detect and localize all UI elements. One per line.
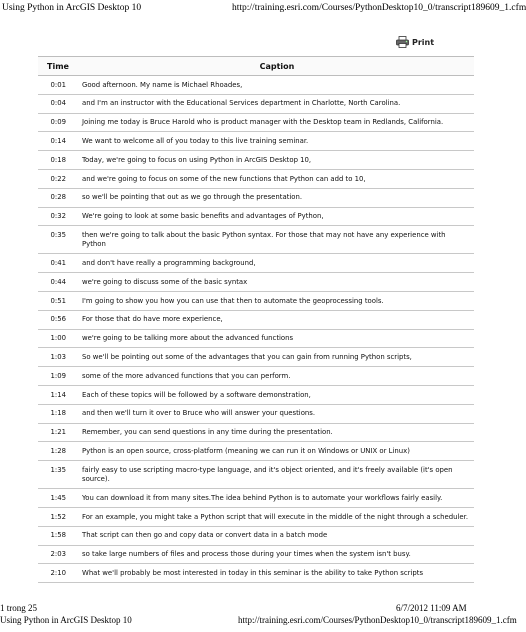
table-body bbox=[38, 76, 474, 583]
row-time: 0:35 bbox=[50, 230, 66, 239]
row-time: 0:56 bbox=[50, 315, 66, 324]
table-row bbox=[38, 367, 474, 386]
row-time: 1:21 bbox=[50, 428, 66, 437]
row-caption: we're going to discuss some of the basic syntax bbox=[82, 277, 248, 286]
row-caption: we're going to be talking more about the advanced functions bbox=[82, 334, 294, 343]
table-row bbox=[38, 348, 474, 367]
row-caption: What we'll probably be most interested in today in this seminar is the ability to take Python scripts bbox=[82, 569, 424, 578]
row-time: 0:04 bbox=[50, 99, 66, 108]
row-caption: You can download it from many sites.The idea behind Python is to automate your workflows fairly easily. bbox=[82, 493, 443, 502]
row-time: 1:14 bbox=[50, 390, 66, 399]
header-url: http://training.esri.com/Courses/PythonDesktop10_0/transcript189609_1.cfm bbox=[232, 3, 526, 13]
table-row bbox=[38, 330, 474, 349]
row-caption: and we're going to focus on some of the new functions that Python can add to 10, bbox=[82, 174, 366, 183]
table-row bbox=[38, 226, 474, 254]
row-time: 1:52 bbox=[50, 512, 66, 521]
table-row bbox=[38, 114, 474, 133]
row-time: 1:03 bbox=[50, 353, 66, 362]
row-time: 0:28 bbox=[50, 193, 66, 202]
table-row bbox=[38, 546, 474, 565]
header-page-title: Using Python in ArcGIS Desktop 10 bbox=[2, 3, 142, 13]
row-caption: That script can then go and copy data or convert data in a batch mode bbox=[82, 531, 328, 540]
row-time: 1:58 bbox=[50, 531, 66, 540]
row-caption: so take large numbers of files and process those during your times when the system isn't busy. bbox=[82, 550, 411, 559]
row-caption: For those that do have more experience, bbox=[82, 315, 223, 324]
row-time: 1:28 bbox=[50, 447, 66, 456]
row-caption: then we're going to talk about the basic Python syntax. For those that may not have any experience with Python bbox=[82, 230, 446, 249]
table-row bbox=[38, 132, 474, 151]
browser-print-header bbox=[0, 0, 526, 18]
footer-url: http://training.esri.com/Courses/PythonDesktop10_0/transcript189609_1.cfm bbox=[238, 615, 517, 625]
table-row bbox=[38, 170, 474, 189]
print-label: Print bbox=[412, 37, 435, 47]
table-row bbox=[38, 564, 474, 583]
printer-icon bbox=[396, 36, 409, 48]
print-button[interactable] bbox=[396, 35, 434, 49]
row-caption: We're going to look at some basic benefits and advantages of Python, bbox=[82, 212, 324, 221]
table-row bbox=[38, 461, 474, 489]
footer-page-count: 1 trong 25 bbox=[0, 603, 37, 613]
row-time: 1:35 bbox=[50, 465, 66, 474]
row-caption: and don't have really a programming background, bbox=[82, 259, 256, 268]
table-row bbox=[38, 386, 474, 405]
row-caption: Remember, you can send questions in any time during the presentation. bbox=[82, 428, 333, 437]
table-row bbox=[38, 273, 474, 292]
row-caption: and I'm an instructor with the Educational Services department in Charlotte, North Carolina. bbox=[82, 99, 401, 108]
row-time: 0:32 bbox=[50, 212, 66, 221]
table-row bbox=[38, 208, 474, 227]
table-row bbox=[38, 95, 474, 114]
column-header-time: Time bbox=[47, 62, 69, 71]
row-time: 1:45 bbox=[50, 493, 66, 502]
table-row bbox=[38, 442, 474, 461]
row-caption: Today, we're going to focus on using Python in ArcGIS Desktop 10, bbox=[82, 155, 312, 164]
row-time: 0:01 bbox=[50, 80, 66, 89]
column-header-caption: Caption bbox=[259, 62, 295, 71]
row-caption: and then we'll turn it over to Bruce who will answer your questions. bbox=[82, 409, 316, 418]
table-row bbox=[38, 254, 474, 273]
browser-print-footer bbox=[0, 601, 517, 632]
row-time: 0:51 bbox=[50, 296, 66, 305]
table-header-row bbox=[38, 56, 474, 76]
row-time: 2:03 bbox=[50, 550, 66, 559]
row-caption: We want to welcome all of you today to this live training seminar. bbox=[82, 137, 309, 146]
row-time: 2:10 bbox=[50, 569, 66, 578]
table-row bbox=[38, 292, 474, 311]
table-row bbox=[38, 405, 474, 424]
row-time: 1:00 bbox=[50, 334, 66, 343]
row-time: 0:41 bbox=[50, 259, 66, 268]
table-row bbox=[38, 151, 474, 170]
row-caption: So we'll be pointing out some of the advantages that you can gain from running Python scripts, bbox=[82, 353, 412, 362]
table-row bbox=[38, 527, 474, 546]
row-time: 0:22 bbox=[50, 174, 66, 183]
table-row bbox=[38, 76, 474, 95]
row-caption: Python is an open source, cross-platform (meaning we can run it on Windows or UNIX or Linux) bbox=[82, 447, 410, 456]
table-row bbox=[38, 424, 474, 443]
row-caption: Joining me today is Bruce Harold who is product manager with the Desktop team in Redlands, California. bbox=[82, 118, 444, 127]
transcript-table bbox=[38, 56, 474, 578]
row-time: 0:44 bbox=[50, 277, 66, 286]
row-time: 0:18 bbox=[50, 155, 66, 164]
row-caption: fairly easy to use scripting macro-type language, and it's object oriented, and it's freely available (it's open source). bbox=[82, 465, 453, 484]
row-time: 1:18 bbox=[50, 409, 66, 418]
row-caption: Good afternoon. My name is Michael Rhoades, bbox=[82, 80, 243, 89]
row-caption: I'm going to show you how you can use that then to automate the geoprocessing tools. bbox=[82, 296, 384, 305]
row-caption: Each of these topics will be followed by a software demonstration, bbox=[82, 390, 311, 399]
row-caption: For an example, you might take a Python script that will execute in the middle of the night through a scheduler. bbox=[82, 512, 469, 521]
footer-page-title: Using Python in ArcGIS Desktop 10 bbox=[0, 615, 132, 625]
table-row bbox=[38, 489, 474, 508]
row-time: 0:09 bbox=[50, 118, 66, 127]
footer-datetime: 6/7/2012 11:09 AM bbox=[396, 603, 467, 613]
table-row bbox=[38, 189, 474, 208]
row-caption: so we'll be pointing that out as we go through the presentation. bbox=[82, 193, 303, 202]
row-time: 0:14 bbox=[50, 137, 66, 146]
row-caption: some of the more advanced functions that you can perform. bbox=[82, 371, 291, 380]
table-row bbox=[38, 311, 474, 330]
row-time: 1:09 bbox=[50, 371, 66, 380]
table-row bbox=[38, 508, 474, 527]
